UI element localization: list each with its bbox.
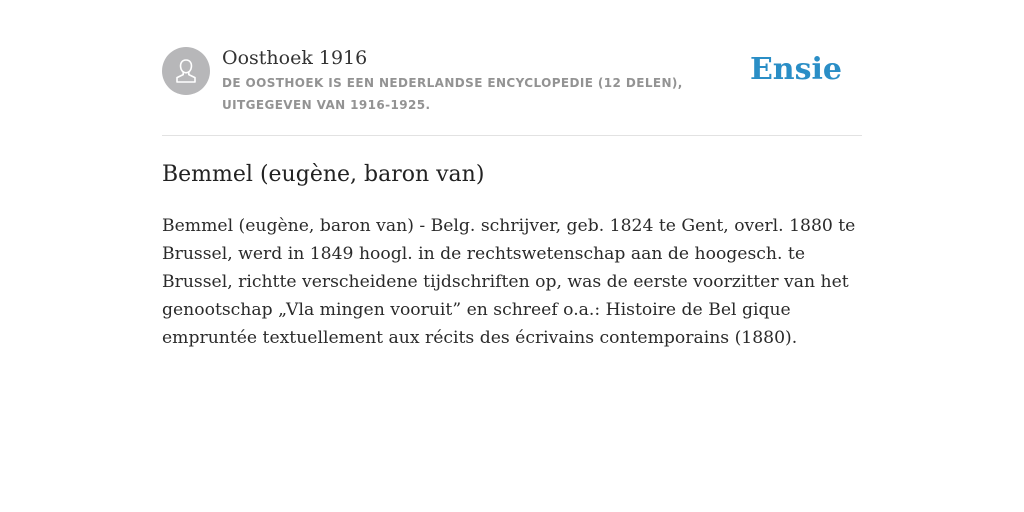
- article-title: Bemmel (eugène, baron van): [162, 162, 485, 187]
- brand-logo-link[interactable]: Ensie: [749, 52, 842, 87]
- source-title[interactable]: Oosthoek 1916: [222, 47, 368, 69]
- source-description: DE OOSTHOEK IS EEN NEDERLANDSE ENCYCLOPEDIE (12 DELEN), UITGEGEVEN VAN 1916-1925.: [222, 76, 683, 112]
- user-silhouette-icon: [171, 56, 201, 86]
- article-body: Bemmel (eugène, baron van) - Belg. schrijver, geb. 1824 te Gent, overl. 1880 te Brussel, werd in 1849 hoogl. in de rechtswetenschap aan de hoogesch. te Brussel, richtte verscheidene tijdschriften op, was de eerste voorzitter van het genootschap „Vla mingen vooruit” en schreef o.a.: Histoire de Bel gique empruntée textuellement aux récits des écrivains contemporains (1880).: [162, 216, 856, 348]
- source-header: [162, 44, 862, 136]
- avatar[interactable]: [162, 47, 210, 95]
